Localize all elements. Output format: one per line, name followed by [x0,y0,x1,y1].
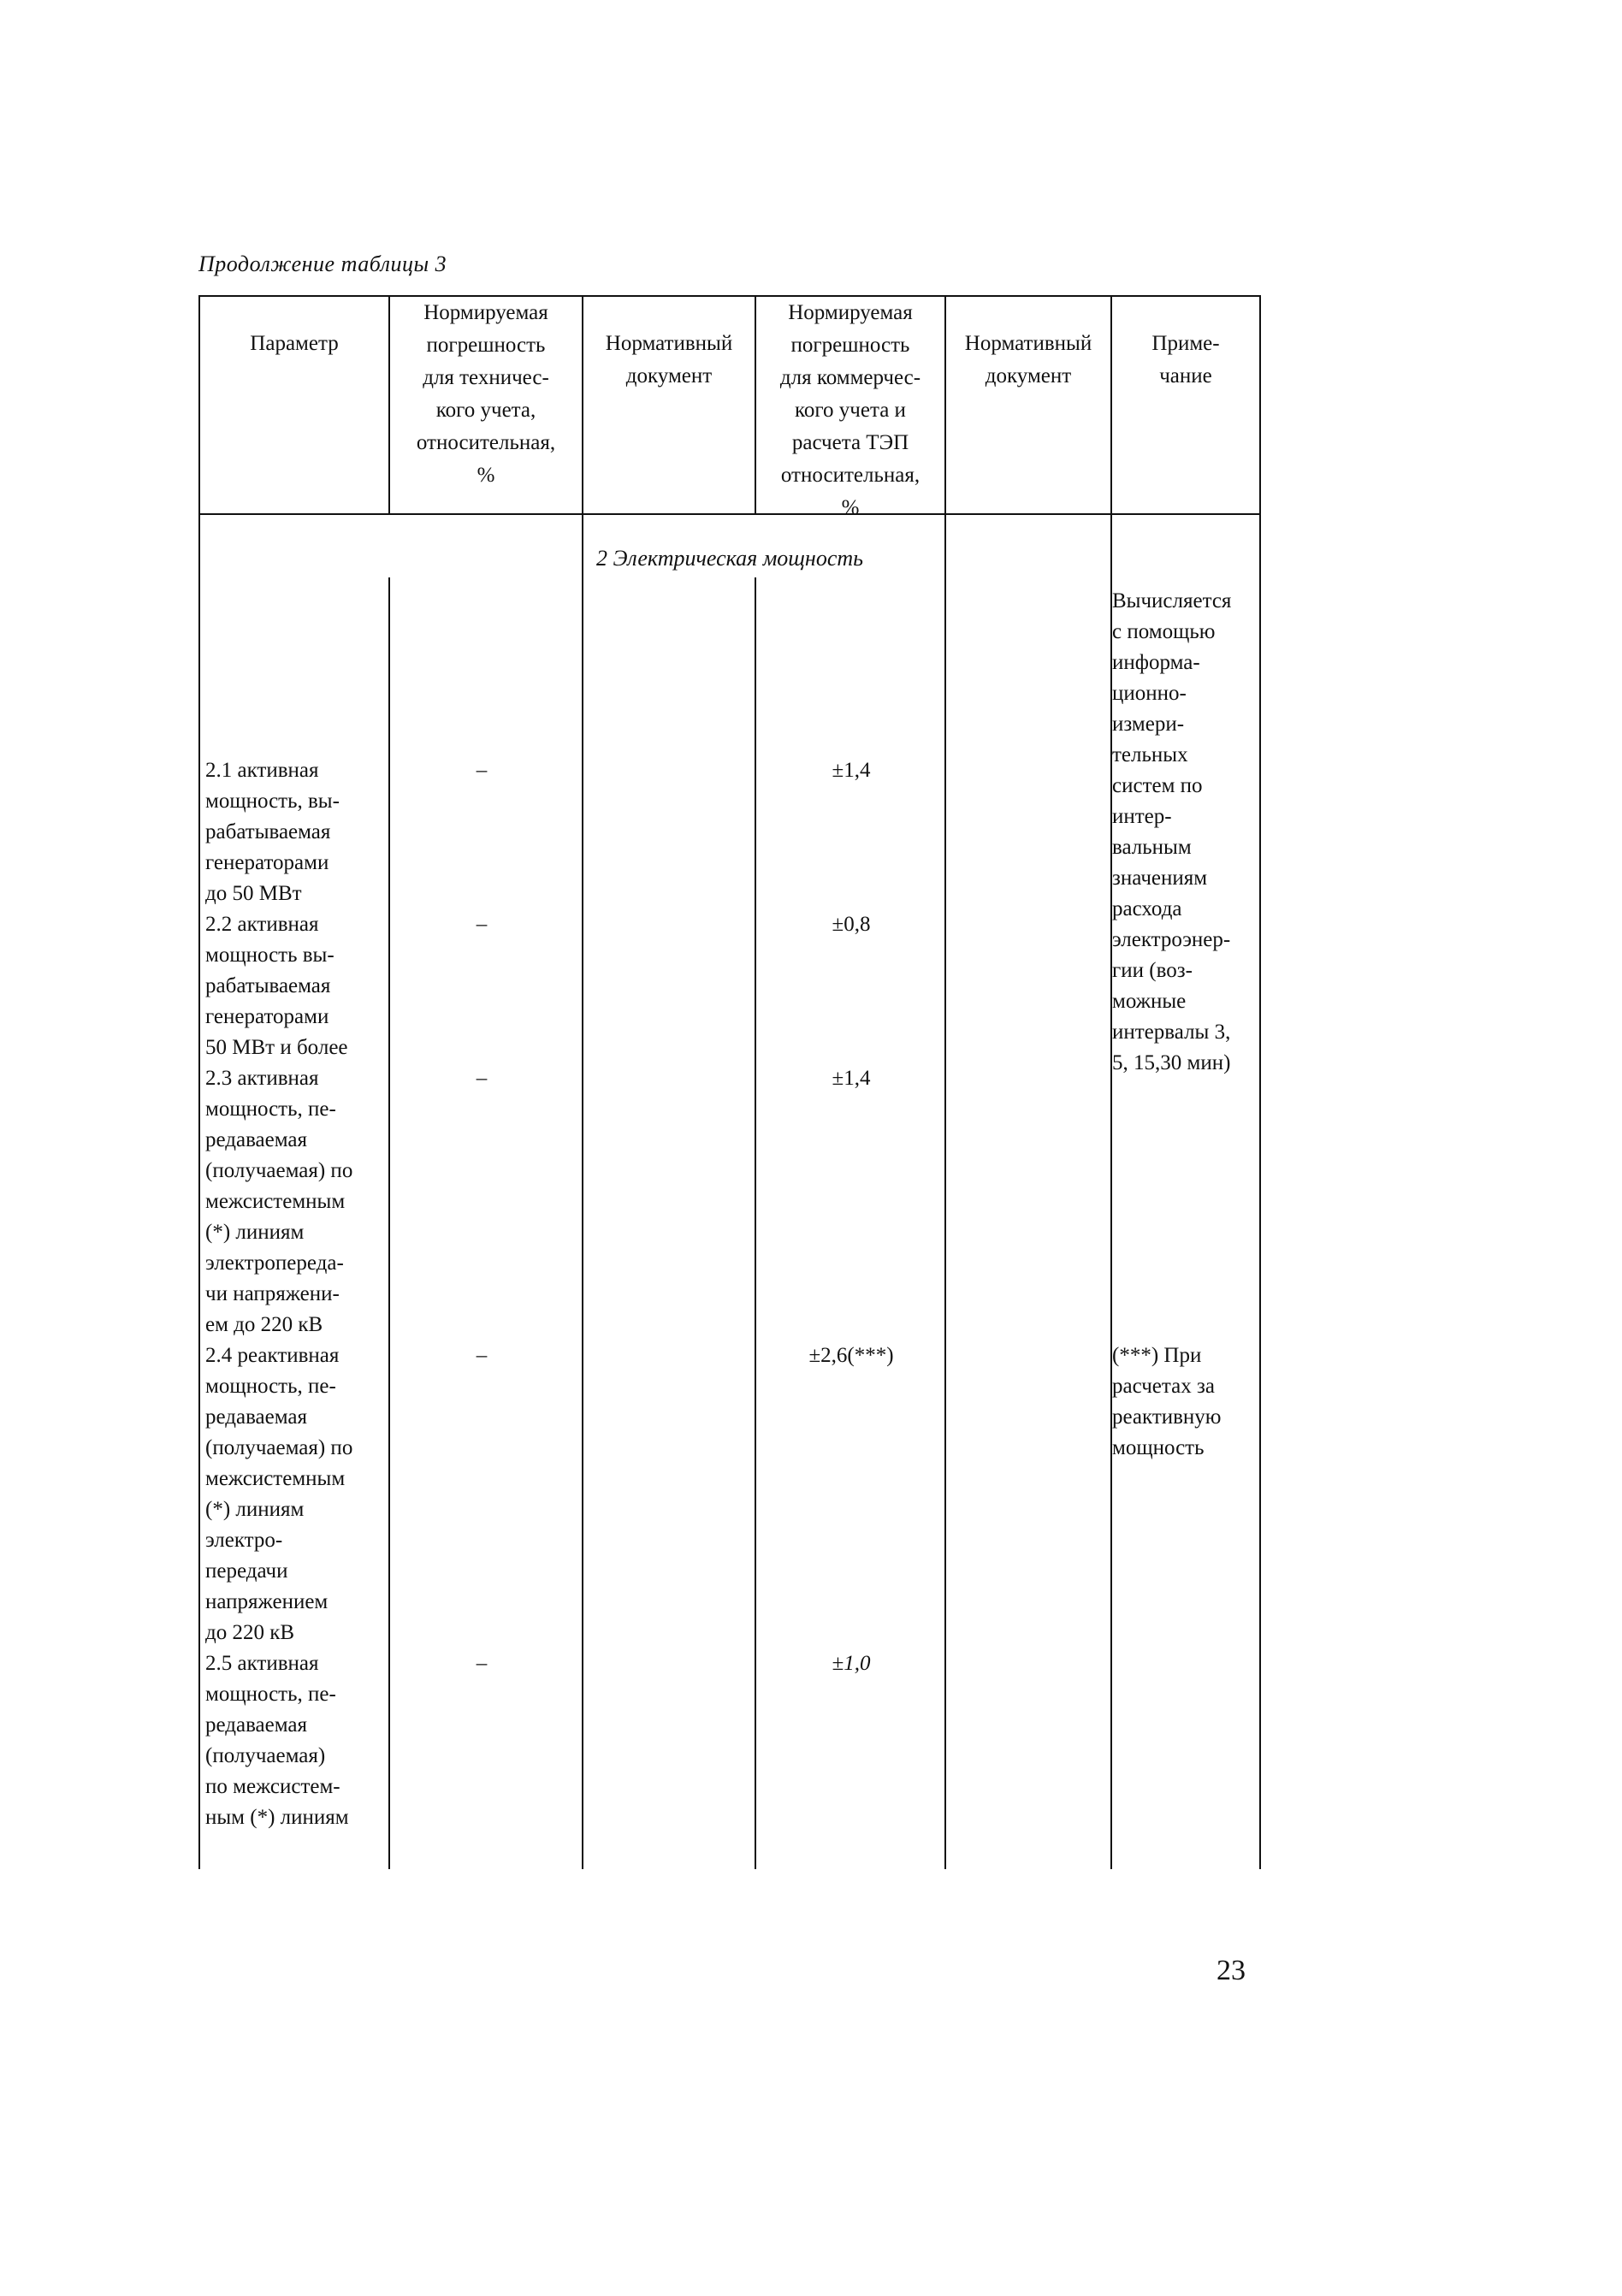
header-tech-error: Нормируемая погрешность для техничес- кого учета, относительная, % [416,301,556,487]
row-2-5-tech: – [476,1652,488,1675]
row-2-3-comm: ±1,4 [832,1067,871,1090]
row-2-5-comm: ±1,0 [832,1652,871,1675]
row-2-4-param: 2.4 реактивная мощность, пе- редаваемая (получаемая) по межсистемным (*) линиям электро- передачи напряжением до 220 кВ [205,1344,353,1644]
header-comm-error: Нормируемая погрешность для коммерчес- кого учета и расчета ТЭП относительная, % [779,301,921,519]
row-2-1-tech: – [476,759,488,782]
header-parameter: Параметр [250,332,339,355]
table-3 [198,295,1261,1869]
row-2-3-tech: – [476,1067,488,1090]
row-2-2-comm: ±0,8 [832,913,871,936]
row-2-5-param: 2.5 активная мощность, пе- редаваемая (получаемая) по межсистем- ным (*) линиям [205,1652,349,1829]
row-2-1-comm: ±1,4 [832,759,871,782]
section-title: 2 Электрическая мощность [596,546,863,571]
table-top-border [198,295,1261,297]
row-2-2-param: 2.2 активная мощность вы- рабатываемая генераторами 50 МВт и более [205,913,348,1059]
col-border-6 [1259,295,1261,1869]
note-reactive: (***) При расчетах за реактивную мощность [1112,1344,1222,1459]
row-2-3-param: 2.3 активная мощность, пе- редаваемая (получаемая) по межсистемным (*) линиям электропереда- чи напряжени- ем до 220 кВ [205,1067,353,1336]
col-border-0 [198,295,200,1869]
header-bottom-border [198,513,1261,515]
row-2-4-tech: – [476,1344,488,1367]
col-border-5 [1110,295,1112,1869]
row-2-2-tech: – [476,913,488,936]
header-norm-doc-1: Нормативный документ [605,332,733,388]
col-border-2 [582,295,583,1869]
header-note: Приме- чание [1151,332,1220,388]
row-2-4-comm: ±2,6(***) [808,1344,894,1367]
header-norm-doc-2: Нормативный документ [964,332,1092,388]
note-intervals: Вычисляется с помощью информа- ционно- измери- тельных систем по интер- вальным значениям расхода электроэнер- гии (воз- можные интервалы 3, 5, 15,30 мин) [1112,589,1232,1074]
row-2-1-param: 2.1 активная мощность, вы- рабатываемая генераторами до 50 МВт [205,759,340,905]
table-caption: Продолжение таблицы 3 [198,251,447,276]
page-number: 23 [1216,1955,1246,1986]
